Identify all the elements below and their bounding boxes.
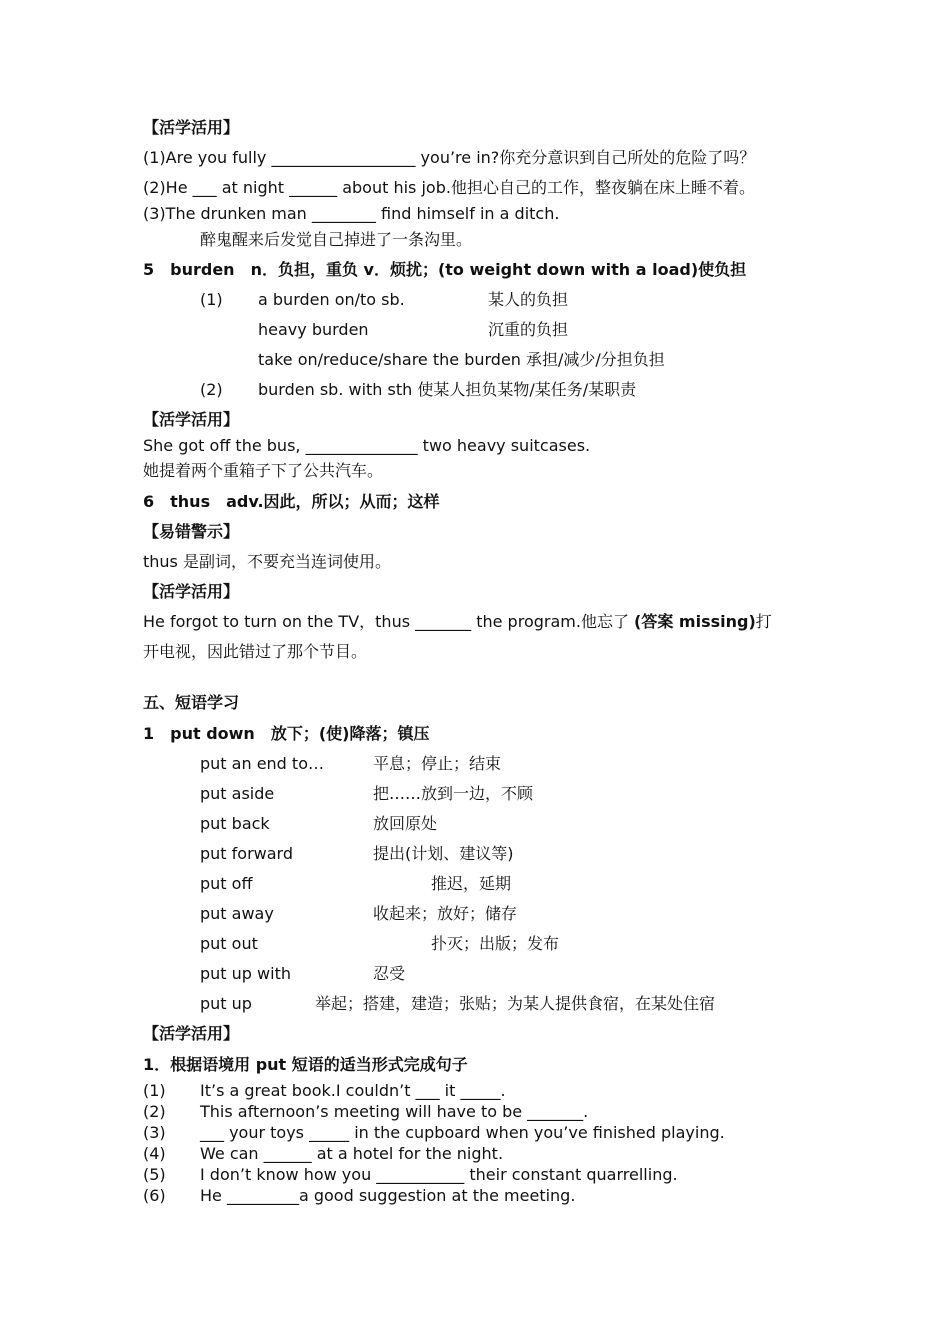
phrase-cn: 放回原处 — [373, 814, 438, 833]
list-item: It’s a great book.I couldn’t ___ it _____. — [200, 1081, 506, 1100]
section-heading: 【活学活用】 — [143, 118, 240, 137]
exercise-line: (3)The drunken man ________ find himself in a ditch. — [143, 204, 560, 223]
exercise-text: 打 — [755, 612, 772, 631]
phrase-en: put an end to… — [200, 754, 324, 773]
list-number: (5) — [143, 1165, 166, 1184]
exercise-line: (2)He ___ at night ______ about his job.他担心自己的工作，整夜躺在床上睡不着。 — [143, 178, 755, 197]
phrase-cn: 收起来；放好；储存 — [373, 904, 518, 923]
task-heading: 1．根据语境用 put 短语的适当形式完成句子 — [143, 1055, 468, 1074]
list-number: (6) — [143, 1186, 166, 1205]
list-item: He _________a good suggestion at the meeting. — [200, 1186, 576, 1205]
phrase-cn: 把……放到一边，不顾 — [373, 784, 534, 803]
list-number: (1) — [143, 1081, 166, 1100]
phrase-cn: 扑灭；出版；发布 — [431, 934, 560, 953]
section-heading: 【活学活用】 — [143, 582, 240, 601]
usage-en: heavy burden — [258, 320, 369, 339]
translation-line: 她提着两个重箱子下了公共汽车。 — [143, 461, 384, 480]
usage-cn: 某人的负担 — [488, 290, 569, 309]
list-item: This afternoon’s meeting will have to be _______. — [200, 1102, 589, 1121]
phrase-en: put forward — [200, 844, 293, 863]
phrase-en: put back — [200, 814, 270, 833]
section-heading: 【活学活用】 — [143, 1024, 240, 1043]
phrase-heading: 1 put down 放下；(使)降落；镇压 — [143, 724, 430, 743]
list-number: (2) — [200, 380, 223, 399]
phrase-en: put up — [200, 994, 252, 1013]
usage-cn: 沉重的负担 — [488, 320, 569, 339]
answer-missing-note: (答案 missing) — [634, 612, 756, 631]
list-number: (4) — [143, 1144, 166, 1163]
phrase-en: put aside — [200, 784, 275, 803]
usage-line: take on/reduce/share the burden 承担/减少/分担负担 — [258, 350, 665, 369]
vocab-heading: 5 burden n．负担，重负 v．烦扰；(to weight down with a load)使负担 — [143, 260, 747, 279]
part-heading: 五、短语学习 — [143, 693, 240, 712]
list-number: (1) — [200, 290, 223, 309]
phrase-en: put away — [200, 904, 274, 923]
exercise-line: She got off the bus, ______________ two heavy suitcases. — [143, 436, 591, 455]
list-item: We can ______ at a hotel for the night. — [200, 1144, 504, 1163]
exercise-line: (1)Are you fully __________________ you’re in?你充分意识到自己所处的危险了吗？ — [143, 148, 756, 167]
vocab-heading: 6 thus adv.因此，所以；从而；这样 — [143, 492, 440, 511]
list-number: (3) — [143, 1123, 166, 1142]
phrase-en: put out — [200, 934, 258, 953]
phrase-cn: 平息；停止；结束 — [373, 754, 502, 773]
phrase-cn: 举起；搭建，建造；张贴；为某人提供食宿，在某处住宿 — [315, 994, 716, 1013]
list-item: I don’t know how you ___________ their constant quarrelling. — [200, 1165, 678, 1184]
translation-line: 开电视，因此错过了那个节目。 — [143, 642, 368, 661]
phrase-cn: 忍受 — [373, 964, 406, 983]
section-heading: 【活学活用】 — [143, 410, 240, 429]
phrase-en: put up with — [200, 964, 291, 983]
phrase-cn: 推迟，延期 — [431, 874, 512, 893]
phrase-en: put off — [200, 874, 253, 893]
usage-line: burden sb. with sth 使某人担负某物/某任务/某职责 — [258, 380, 637, 399]
translation-line: 醉鬼醒来后发觉自己掉进了一条沟里。 — [200, 230, 473, 249]
list-item: ___ your toys _____ in the cupboard when you’ve finished playing. — [200, 1123, 725, 1142]
warning-heading: 【易错警示】 — [143, 522, 240, 541]
exercise-line — [143, 612, 772, 632]
phrase-cn: 提出(计划、建议等) — [373, 844, 514, 863]
warning-text: thus 是副词，不要充当连词使用。 — [143, 552, 391, 571]
exercise-text: He forgot to turn on the TV，thus _______ the program.他忘了 — [143, 612, 635, 631]
list-number: (2) — [143, 1102, 166, 1121]
usage-en: a burden on/to sb. — [258, 290, 405, 309]
